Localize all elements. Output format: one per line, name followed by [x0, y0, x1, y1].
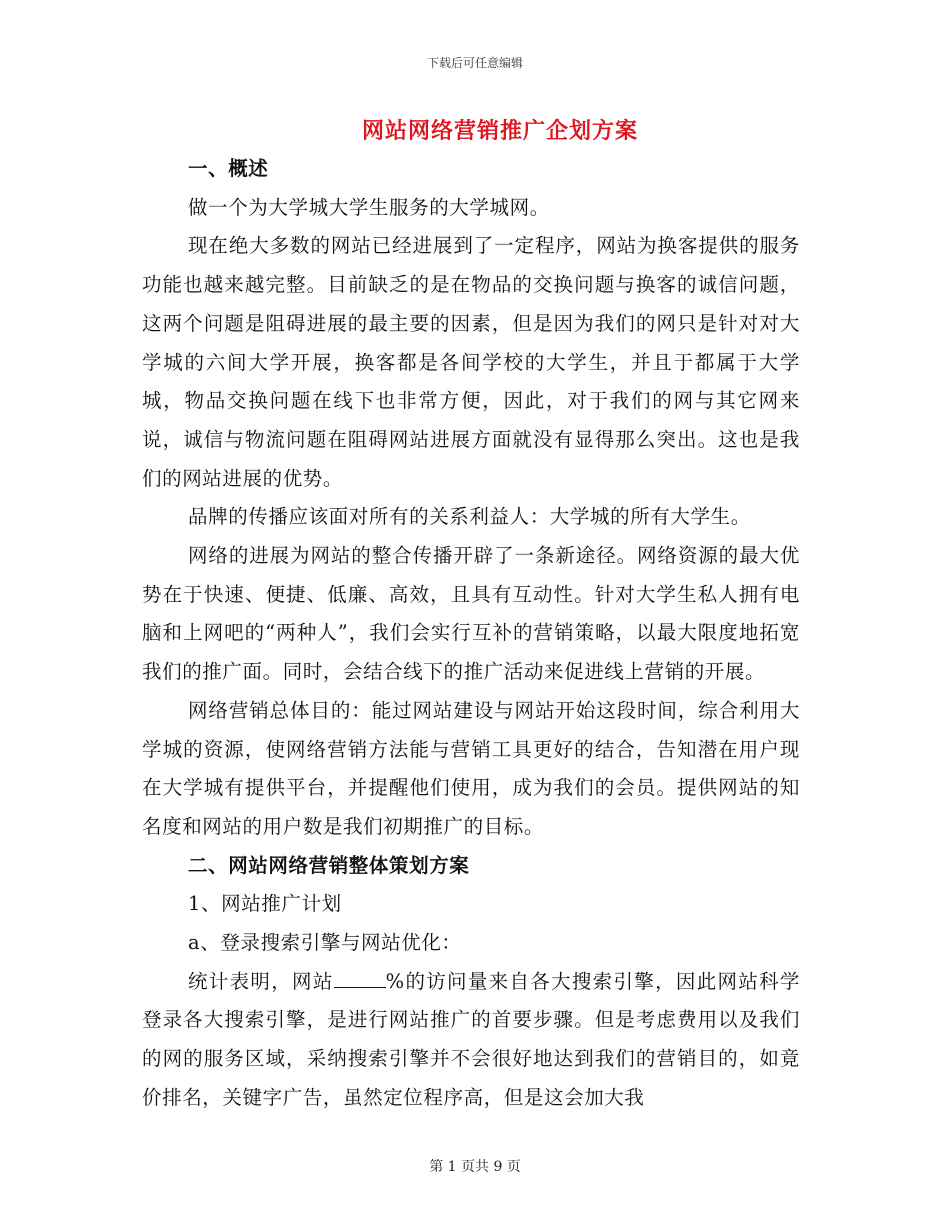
paragraph: 做一个为大学城大学生服务的大学城网。	[188, 195, 550, 219]
header-note: 下载后可任意编辑	[426, 56, 523, 70]
paragraph: 网络营销总体目的：能过网站建设与网站开始这段时间，综合利用大学城的资源，使网络营销方法能与营销工具更好的结合，告知潜在用户现在大学城有提供平台，并提醒他们使用，成为我们的会员。提供网站的知名度和网站的用户数是我们初期推广的目标。	[142, 698, 800, 838]
section-heading-overview: 一、概述	[188, 157, 269, 180]
section-heading-plan: 二、网站网络营销整体策划方案	[188, 853, 470, 877]
document-body	[142, 150, 800, 1118]
paragraph: 品牌的传播应该面对所有的关系利益人：大学城的所有大学生。	[188, 505, 751, 529]
page-footer: 第 1 页共 9 页	[429, 1159, 521, 1175]
paragraph: 现在绝大多数的网站已经进展到了一定程序，网站为换客提供的服务功能也越来越完整。目前缺乏的是在物品的交换问题与换客的诚信问题，这两个问题是阻碍进展的最主要的因素，但是因为我们的网只是针对对大学城的六间大学开展，换客都是各间学校的大学生，并且于都属于大学城，物品交换问题在线下也非常方便，因此，对于我们的网与其它网来说，诚信与物流问题在阻碍网站进展方面就没有显得那么突出。这也是我们的网站进展的优势。	[142, 234, 800, 490]
subheading-search-engine: a、登录搜索引擎与网站优化：	[188, 931, 462, 955]
text-after-blank: %的访问量来自各大搜索引擎，因此网站科学登录各大搜索引擎，是进行网站推广的首要步骤。但是考虑费用以及我们的网的服务区域，采纳搜索引擎并不会很好地达到我们的营销目的，如竟价排名，关键字广告，虽然定位程序高，但是这会加大我	[142, 969, 801, 1109]
paragraph: 网络的进展为网站的整合传播开辟了一条新途径。网络资源的最大优势在于快速、便捷、低廉、高效，且具有互动性。针对大学生私人拥有电脑和上网吧的“两种人”，我们会实行互补的营销策略，以最大限度地拓宽我们的推广面。同时，会结合线下的推广活动来促进线上营销的开展。	[142, 544, 800, 684]
subheading-promotion-plan: 1、网站推广计划	[188, 892, 342, 916]
text-before-blank: 统计表明，网站	[188, 969, 334, 993]
paragraph-with-blank	[142, 963, 800, 1118]
fill-in-blank	[334, 971, 386, 988]
document-title: 网站网络营销推广企划方案	[361, 118, 638, 144]
